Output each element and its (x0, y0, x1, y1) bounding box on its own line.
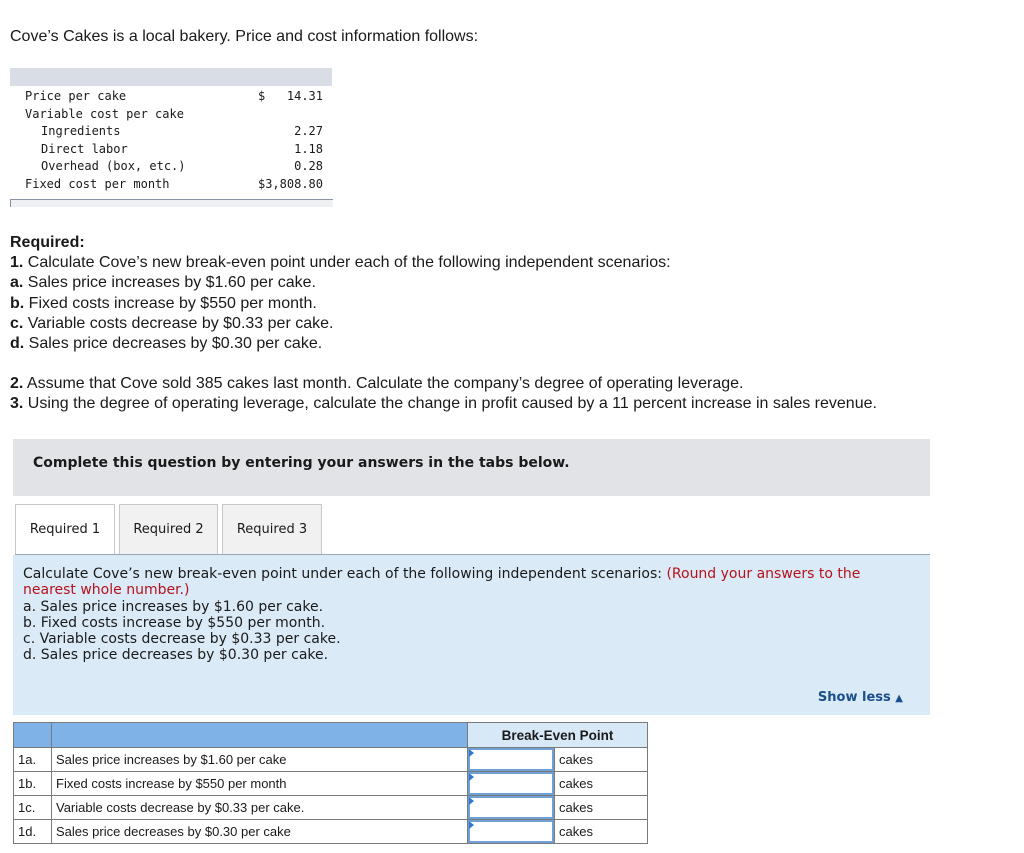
cost-value: 2.27 (294, 124, 323, 138)
break-even-input-1b[interactable] (468, 772, 554, 795)
tab-required-1[interactable]: Required 1 (15, 504, 115, 557)
question-2: 2. Assume that Cove sold 385 cakes last month. Calculate the company’s degree of operating leverage. (10, 375, 744, 393)
cost-row (10, 123, 332, 141)
question-1: 1. Calculate Cove’s new break-even point under each of the following independent scenarios: (10, 254, 671, 272)
cost-value (240, 106, 332, 124)
rounding-hint: (Round your answers to the nearest whole number.) (23, 566, 861, 598)
cost-label: Ingredients (41, 124, 121, 138)
cost-label: Variable cost per cake (25, 106, 184, 121)
row-unit: cakes (555, 748, 648, 772)
triangle-up-icon: ▲ (895, 693, 903, 704)
cost-row (10, 158, 332, 176)
required-heading: Required: (10, 234, 85, 251)
panel-instruction: Calculate Cove’s new break-even point under each of the following independent scenarios: (Round your answers to the nearest whole number.) (23, 566, 861, 598)
answer-table (13, 722, 648, 844)
row-number: 1a. (14, 748, 52, 772)
row-number: 1b. (14, 772, 52, 796)
break-even-input-1a[interactable] (468, 748, 554, 771)
panel-item: d. Sales price decreases by $0.30 per cake. (23, 647, 329, 663)
panel-item: a. Sales price increases by $1.60 per cake. (23, 599, 324, 615)
cost-table-header (10, 68, 332, 86)
break-even-input-1d[interactable] (468, 820, 554, 843)
intro-text: Cove’s Cakes is a local bakery. Price and cost information follows: (10, 28, 479, 45)
panel-item: b. Fixed costs increase by $550 per month. (23, 615, 326, 631)
cost-value: $3,808.80 (257, 176, 323, 191)
cost-label: Direct labor (41, 141, 128, 156)
answer-header-row (14, 723, 648, 748)
break-even-header: Break-Even Point (468, 723, 648, 748)
row-description: Variable costs decrease by $0.33 per cake. (52, 796, 468, 820)
cell-marker-icon (469, 821, 474, 829)
panel-scenario-list (23, 599, 341, 663)
cell-marker-icon (469, 773, 474, 781)
instruction-banner (13, 439, 930, 496)
row-description: Sales price increases by $1.60 per cake (52, 748, 468, 772)
banner-text: Complete this question by entering your answers in the tabs below. (33, 455, 570, 471)
cost-label: Overhead (box, etc.) (41, 159, 186, 173)
row-description: Sales price decreases by $0.30 per cake (52, 820, 468, 844)
answer-row-1d (14, 820, 648, 844)
cell-marker-icon (469, 797, 474, 805)
cost-info-table (10, 68, 332, 208)
cost-row (10, 106, 332, 124)
row-unit: cakes (555, 796, 648, 820)
row-number: 1d. (14, 820, 52, 844)
panel-item: c. Variable costs decrease by $0.33 per cake. (23, 631, 341, 647)
row-unit: cakes (555, 772, 648, 796)
row-description: Fixed costs increase by $550 per month (52, 772, 468, 796)
scenario-c: c. Variable costs decrease by $0.33 per cake. (10, 314, 334, 332)
required-section (10, 233, 877, 415)
cost-label: Fixed cost per month (25, 176, 170, 191)
cell-marker-icon (469, 749, 474, 757)
cost-table-footer (10, 199, 333, 207)
break-even-input-1c[interactable] (468, 796, 554, 819)
tab-required-3[interactable]: Required 3 (222, 504, 322, 556)
answer-row-1a (14, 748, 648, 772)
scenario-d: d. Sales price decreases by $0.30 per cake. (10, 335, 323, 353)
scenario-a: a. Sales price increases by $1.60 per cake. (10, 274, 316, 292)
cost-row (10, 141, 332, 159)
instruction-panel (13, 555, 930, 715)
show-less-link[interactable]: Show less ▲ (817, 690, 903, 705)
cost-label: Price per cake (25, 89, 127, 103)
question-3: 3. Using the degree of operating leverage, calculate the change in profit caused by a 11 percent increase in sales revenue. (10, 395, 877, 413)
cost-value: 1.18 (294, 141, 323, 156)
scenario-b: b. Fixed costs increase by $550 per month. (10, 294, 317, 312)
answer-row-1b (14, 772, 648, 796)
cost-table (10, 88, 332, 193)
answer-row-1c (14, 796, 648, 820)
row-number: 1c. (14, 796, 52, 820)
cost-value: $ 14.31 (257, 89, 323, 103)
cost-row (10, 176, 332, 194)
tab-required-2[interactable]: Required 2 (119, 504, 218, 556)
cost-row (10, 88, 332, 106)
cost-value: 0.28 (294, 159, 323, 173)
row-unit: cakes (555, 820, 648, 844)
